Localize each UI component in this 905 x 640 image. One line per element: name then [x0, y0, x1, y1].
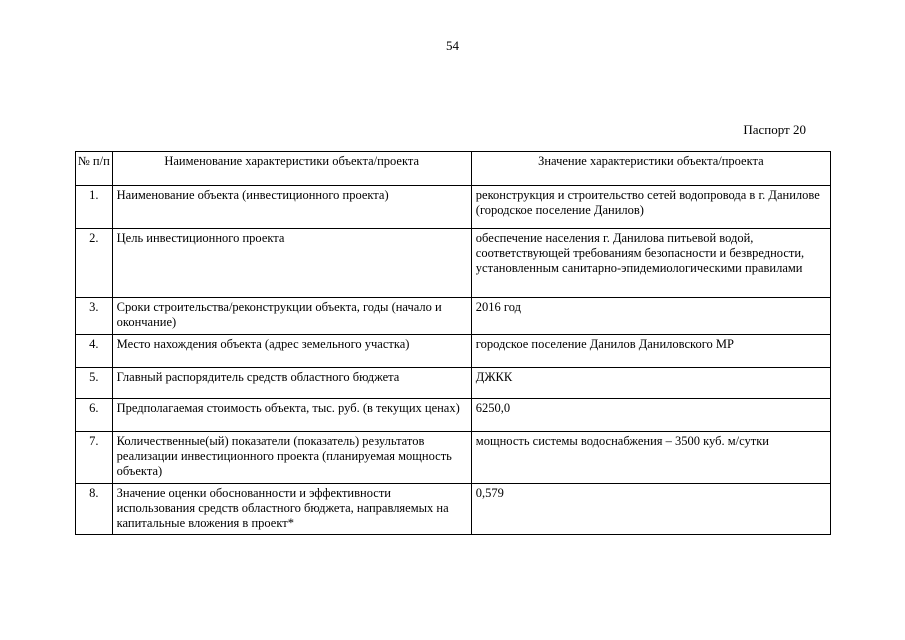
table-row — [76, 399, 831, 432]
table-row — [76, 484, 831, 535]
row-num: 1. — [76, 186, 113, 229]
header-num: № п/п — [76, 152, 113, 186]
table-row — [76, 298, 831, 335]
row-value: 2016 год — [471, 298, 830, 335]
row-num: 6. — [76, 399, 113, 432]
row-num: 4. — [76, 335, 113, 368]
row-name: Главный распорядитель средств областного бюджета — [112, 368, 471, 399]
table-header-row — [76, 152, 831, 186]
header-value: Значение характеристики объекта/проекта — [471, 152, 830, 186]
row-name: Место нахождения объекта (адрес земельного участка) — [112, 335, 471, 368]
row-value: мощность системы водоснабжения – 3500 куб. м/сутки — [471, 432, 830, 484]
table-row — [76, 229, 831, 298]
page-number: 54 — [446, 38, 459, 53]
row-num: 7. — [76, 432, 113, 484]
row-value: ДЖКК — [471, 368, 830, 399]
row-value: городское поселение Данилов Даниловского МР — [471, 335, 830, 368]
row-name: Наименование объекта (инвестиционного проекта) — [112, 186, 471, 229]
passport-table — [75, 151, 831, 535]
header-name: Наименование характеристики объекта/проекта — [112, 152, 471, 186]
row-name: Количественные(ый) показатели (показатель) результатов реализации инвестиционного проекта (планируемая мощность объекта) — [112, 432, 471, 484]
table-row — [76, 368, 831, 399]
row-value: реконструкция и строительство сетей водопровода в г. Данилове (городское поселение Данилов) — [471, 186, 830, 229]
row-num: 8. — [76, 484, 113, 535]
row-num: 3. — [76, 298, 113, 335]
row-name: Предполагаемая стоимость объекта, тыс. руб. (в текущих ценах) — [112, 399, 471, 432]
row-name: Сроки строительства/реконструкции объекта, годы (начало и окончание) — [112, 298, 471, 335]
row-value: 0,579 — [471, 484, 830, 535]
row-num: 2. — [76, 229, 113, 298]
table-row — [76, 186, 831, 229]
row-name: Цель инвестиционного проекта — [112, 229, 471, 298]
table-row — [76, 432, 831, 484]
row-name: Значение оценки обоснованности и эффективности использования средств областного бюджета, направляемых на капитальные вложения в проект* — [112, 484, 471, 535]
table-row — [76, 335, 831, 368]
row-value: 6250,0 — [471, 399, 830, 432]
passport-label: Паспорт 20 — [743, 122, 806, 137]
row-value: обеспечение населения г. Данилова питьевой водой, соответствующей требованиям безопасности и безвредности, установленным санитарно-эпидемиологическими правилами — [471, 229, 830, 298]
row-num: 5. — [76, 368, 113, 399]
